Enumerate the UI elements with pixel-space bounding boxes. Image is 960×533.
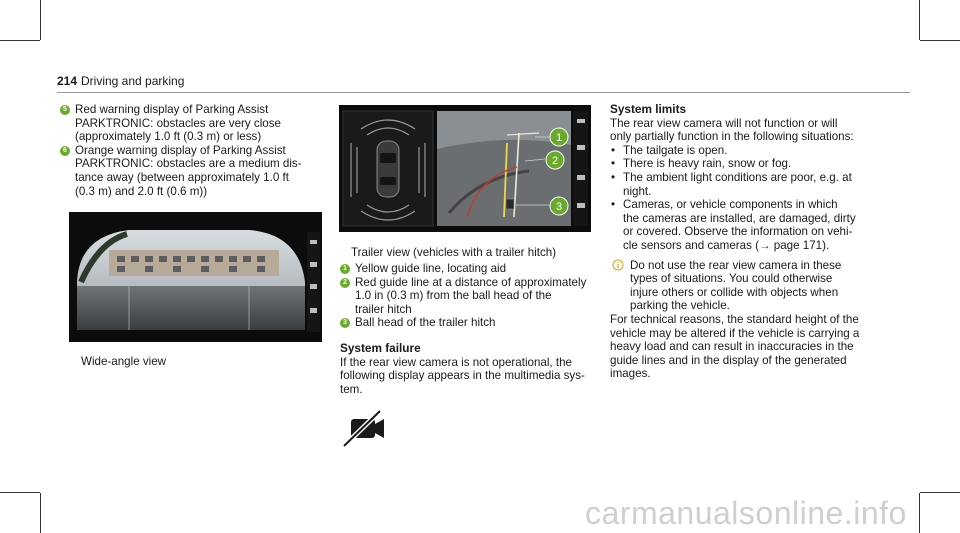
bullet-line: The ambient light conditions are poor, e.g. at: [623, 170, 852, 184]
bullet-item: [610, 198, 910, 252]
legend-list-parktronic: [60, 103, 320, 198]
body-line: The rear view camera will not function or will: [610, 116, 838, 130]
legend-line: Red warning display of Parking Assist: [75, 103, 269, 116]
page-number: 214: [57, 74, 78, 88]
legend-item: [340, 316, 600, 330]
legend-line: 1.0 in (0.3 m) from the ball head of the: [355, 289, 552, 303]
bullet-line: or covered. Observe the information on vehi-: [623, 225, 853, 239]
body-line: guide lines and in the display of the generated: [610, 353, 847, 367]
crop-mark: [0, 492, 40, 493]
legend-line: Yellow guide line, locating aid: [355, 262, 507, 275]
info-note: [610, 259, 910, 313]
callout-badge: 5: [60, 105, 70, 115]
callout-marker-1: [550, 128, 568, 146]
body-line: vehicle may be altered if the vehicle is carrying a: [610, 326, 860, 340]
callout-badge: 1: [340, 264, 350, 274]
legend-line: Orange warning display of Parking Assist: [75, 143, 286, 157]
svg-text:1: 1: [555, 132, 563, 144]
callout-badge: 2: [340, 278, 350, 288]
header-divider: [57, 92, 910, 93]
trailer-camera-scene: [339, 105, 591, 232]
legend-line: (approximately 1.0 ft (0.3 m) or less): [75, 130, 262, 144]
bullet-line: cle sensors and cameras (→ page 171).: [623, 238, 830, 252]
section-heading: System failure: [340, 341, 421, 355]
trailer-view-caption: Trailer view (vehicles with a trailer hitch): [351, 246, 557, 259]
note-line: parking the vehicle.: [630, 299, 730, 313]
info-icon: [612, 259, 624, 275]
note-line: injure others or collide with objects when: [630, 285, 839, 299]
note-line: types of situations. You could otherwise: [630, 272, 833, 286]
callout-badge: 6: [60, 146, 70, 156]
watermark: carmanualsonline.info: [585, 495, 907, 531]
legend-list-trailer: [340, 262, 600, 330]
camera-scene: [69, 212, 322, 342]
note-line: Do not use the rear view camera in these: [630, 258, 842, 272]
trailer-view-image: [339, 105, 591, 232]
bullet-line: Cameras, or vehicle components in which: [623, 198, 838, 212]
legend-line: Red guide line at a distance of approximately: [355, 275, 587, 289]
crop-mark: [40, 493, 41, 533]
wide-angle-caption: Wide-angle view: [81, 355, 167, 368]
system-failure-section: [340, 342, 610, 396]
legend-line: trailer hitch: [355, 302, 412, 316]
system-limits-section: [610, 103, 910, 381]
camera-off-icon: [340, 408, 390, 450]
bullet-line: There is heavy rain, snow or fog.: [623, 157, 792, 171]
bullet-dot: •: [611, 143, 616, 157]
svg-text:2: 2: [551, 155, 559, 167]
bullet-line: the cameras are installed, are damaged, dirty: [623, 211, 856, 225]
callout-marker-2: [546, 151, 564, 169]
bullet-line: night.: [623, 184, 652, 198]
bullet-line: The tailgate is open.: [623, 143, 728, 157]
parking-car-icon: [377, 141, 399, 197]
callout-badge: 3: [340, 318, 350, 328]
legend-item: [60, 103, 320, 144]
crop-mark: [919, 0, 920, 40]
legend-line: PARKTRONIC: obstacles are very close: [75, 116, 281, 130]
crop-mark: [0, 40, 40, 41]
body-line: If the rear view camera is not operational, the: [340, 355, 572, 369]
body-line: For technical reasons, the standard height of the: [610, 312, 859, 326]
svg-text:3: 3: [555, 201, 563, 213]
body-line: heavy load and can result in inaccuracies in the: [610, 340, 854, 354]
body-line: tem.: [340, 382, 363, 396]
body-line: only partially function in the following situations:: [610, 130, 854, 144]
legend-line: Ball head of the trailer hitch: [355, 316, 496, 330]
legend-item: [340, 262, 600, 276]
crop-mark: [40, 0, 41, 40]
legend-item: [60, 144, 320, 198]
body-line: following display appears in the multimedia sys-: [340, 369, 585, 383]
crop-mark: [920, 40, 960, 41]
legend-line: tance away (between approximately 1.0 ft: [75, 170, 289, 184]
crop-mark: [920, 492, 960, 493]
legend-line: (0.3 m) and 2.0 ft (0.6 m)): [75, 184, 208, 198]
bullet-dot: •: [611, 170, 616, 184]
bullet-item: [610, 171, 910, 198]
bullet-item: [610, 157, 910, 171]
crop-mark: [919, 493, 920, 533]
bullet-item: [610, 144, 910, 158]
bullet-dot: •: [611, 157, 616, 171]
legend-item: [340, 276, 600, 317]
body-line: images.: [610, 367, 651, 381]
section-heading: System limits: [610, 102, 687, 116]
section-title: Driving and parking: [81, 74, 185, 88]
wide-angle-view-image: [69, 212, 322, 342]
callout-marker-3: [550, 197, 568, 215]
bullet-dot: •: [611, 198, 616, 212]
legend-line: PARKTRONIC: obstacles are a medium dis-: [75, 157, 302, 171]
